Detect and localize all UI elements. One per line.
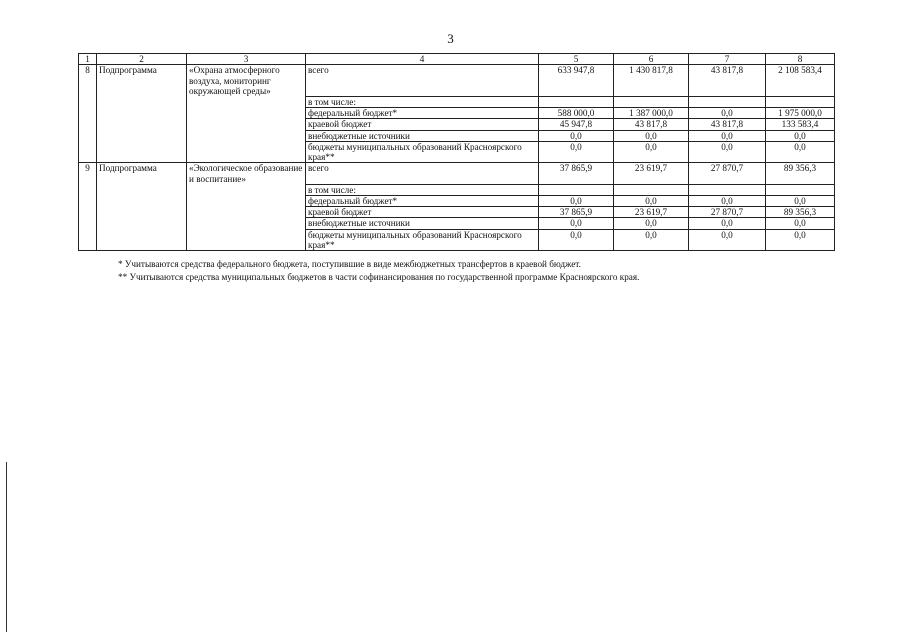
funding-source-cell: федеральный бюджет*: [306, 195, 539, 206]
table-row: [79, 107, 835, 118]
table-row: [79, 229, 835, 251]
value-cell: 23 619,7: [614, 207, 689, 218]
program-type-cell: [97, 130, 187, 141]
table-row: [79, 207, 835, 218]
value-cell: [766, 184, 835, 195]
value-cell: 1 387 000,0: [614, 107, 689, 118]
value-cell: 0,0: [614, 195, 689, 206]
row-number-cell: [79, 119, 97, 130]
header-cell: 2: [97, 54, 187, 65]
value-cell: 0,0: [689, 229, 766, 251]
funding-source-cell: в том числе:: [306, 184, 539, 195]
value-cell: 633 947,8: [539, 65, 614, 96]
value-cell: 0,0: [689, 195, 766, 206]
value-cell: 0,0: [614, 130, 689, 141]
margin-line: [6, 462, 7, 632]
value-cell: 0,0: [539, 141, 614, 163]
row-number-cell: [79, 130, 97, 141]
program-name-cell: [187, 218, 306, 229]
program-name-cell: [187, 184, 306, 195]
header-cell: 6: [614, 54, 689, 65]
row-number-cell: [79, 218, 97, 229]
value-cell: 0,0: [766, 130, 835, 141]
value-cell: 0,0: [614, 229, 689, 251]
row-number-cell: [79, 207, 97, 218]
funding-source-cell: внебюджетные источники: [306, 130, 539, 141]
row-number-cell: [79, 184, 97, 195]
value-cell: 89 356,3: [766, 163, 835, 184]
funding-source-cell: всего: [306, 163, 539, 184]
value-cell: 89 356,3: [766, 207, 835, 218]
header-cell: 7: [689, 54, 766, 65]
value-cell: 0,0: [766, 141, 835, 163]
program-name-cell: [187, 107, 306, 118]
row-number-cell: [79, 141, 97, 163]
program-type-cell: [97, 107, 187, 118]
program-name-cell: [187, 229, 306, 251]
value-cell: 43 817,8: [689, 119, 766, 130]
table-row: [79, 141, 835, 163]
table-row: [79, 163, 835, 184]
funding-source-cell: краевой бюджет: [306, 119, 539, 130]
row-number-cell: [79, 96, 97, 107]
program-type-cell: [97, 229, 187, 251]
row-number-cell: [79, 195, 97, 206]
program-name-cell: [187, 195, 306, 206]
program-name-cell: [187, 141, 306, 163]
value-cell: 0,0: [689, 107, 766, 118]
table-row: [79, 218, 835, 229]
footnote-federal: * Учитываются средства федерального бюджета, поступившие в виде межбюджетных трансфертов в краевой бюджет.: [118, 259, 581, 269]
program-type-cell: [97, 218, 187, 229]
row-number-cell: [79, 229, 97, 251]
page-number: 3: [447, 31, 454, 46]
value-cell: 0,0: [539, 218, 614, 229]
program-name-cell: «Экологическое образование и воспитание»: [187, 163, 306, 184]
footnote-municipal: ** Учитываются средства муниципальных бюджетов в части софинансирования по государственной программе Красноярского края.: [118, 272, 640, 282]
row-number-cell: 9: [79, 163, 97, 184]
program-type-cell: [97, 96, 187, 107]
value-cell: 588 000,0: [539, 107, 614, 118]
header-row: [79, 54, 835, 65]
value-cell: 37 865,9: [539, 207, 614, 218]
budget-table: [78, 53, 835, 251]
row-number-cell: [79, 107, 97, 118]
value-cell: 0,0: [539, 130, 614, 141]
program-type-cell: [97, 141, 187, 163]
header-cell: 8: [766, 54, 835, 65]
header-cell: 5: [539, 54, 614, 65]
program-name-cell: [187, 130, 306, 141]
table-row: [79, 119, 835, 130]
value-cell: 0,0: [614, 218, 689, 229]
table-row: [79, 65, 835, 96]
program-type-cell: [97, 184, 187, 195]
program-name-cell: [187, 207, 306, 218]
funding-source-cell: бюджеты муниципальных образований Красноярского края**: [306, 141, 539, 163]
value-cell: 0,0: [539, 229, 614, 251]
program-type-cell: Подпрограмма: [97, 163, 187, 184]
table-row: [79, 96, 835, 107]
table-body: [79, 54, 835, 251]
header-cell: 1: [79, 54, 97, 65]
value-cell: 0,0: [689, 218, 766, 229]
value-cell: [766, 96, 835, 107]
value-cell: 0,0: [539, 195, 614, 206]
value-cell: 43 817,8: [614, 119, 689, 130]
table-row: [79, 184, 835, 195]
footnotes: [118, 258, 639, 284]
value-cell: 1 430 817,8: [614, 65, 689, 96]
funding-source-cell: краевой бюджет: [306, 207, 539, 218]
value-cell: 27 870,7: [689, 207, 766, 218]
funding-source-cell: бюджеты муниципальных образований Красноярского края**: [306, 229, 539, 251]
funding-source-cell: всего: [306, 65, 539, 96]
value-cell: 0,0: [689, 141, 766, 163]
funding-source-cell: внебюджетные источники: [306, 218, 539, 229]
program-type-cell: [97, 207, 187, 218]
value-cell: 133 583,4: [766, 119, 835, 130]
table-row: [79, 195, 835, 206]
value-cell: 2 108 583,4: [766, 65, 835, 96]
program-name-cell: [187, 119, 306, 130]
value-cell: [539, 184, 614, 195]
value-cell: [689, 184, 766, 195]
value-cell: [689, 96, 766, 107]
value-cell: 43 817,8: [689, 65, 766, 96]
value-cell: 0,0: [689, 130, 766, 141]
program-type-cell: [97, 119, 187, 130]
funding-source-cell: федеральный бюджет*: [306, 107, 539, 118]
program-type-cell: [97, 195, 187, 206]
value-cell: [614, 96, 689, 107]
value-cell: 27 870,7: [689, 163, 766, 184]
value-cell: 45 947,8: [539, 119, 614, 130]
program-name-cell: [187, 96, 306, 107]
row-number-cell: 8: [79, 65, 97, 96]
value-cell: 0,0: [766, 229, 835, 251]
program-name-cell: «Охрана атмосферного воздуха, мониторинг окружающей среды»: [187, 65, 306, 96]
funding-source-cell: в том числе:: [306, 96, 539, 107]
value-cell: 1 975 000,0: [766, 107, 835, 118]
header-cell: 3: [187, 54, 306, 65]
table-row: [79, 130, 835, 141]
value-cell: 23 619,7: [614, 163, 689, 184]
value-cell: 0,0: [766, 195, 835, 206]
value-cell: [539, 96, 614, 107]
program-type-cell: Подпрограмма: [97, 65, 187, 96]
value-cell: 0,0: [614, 141, 689, 163]
header-cell: 4: [306, 54, 539, 65]
value-cell: 37 865,9: [539, 163, 614, 184]
value-cell: 0,0: [766, 218, 835, 229]
value-cell: [614, 184, 689, 195]
